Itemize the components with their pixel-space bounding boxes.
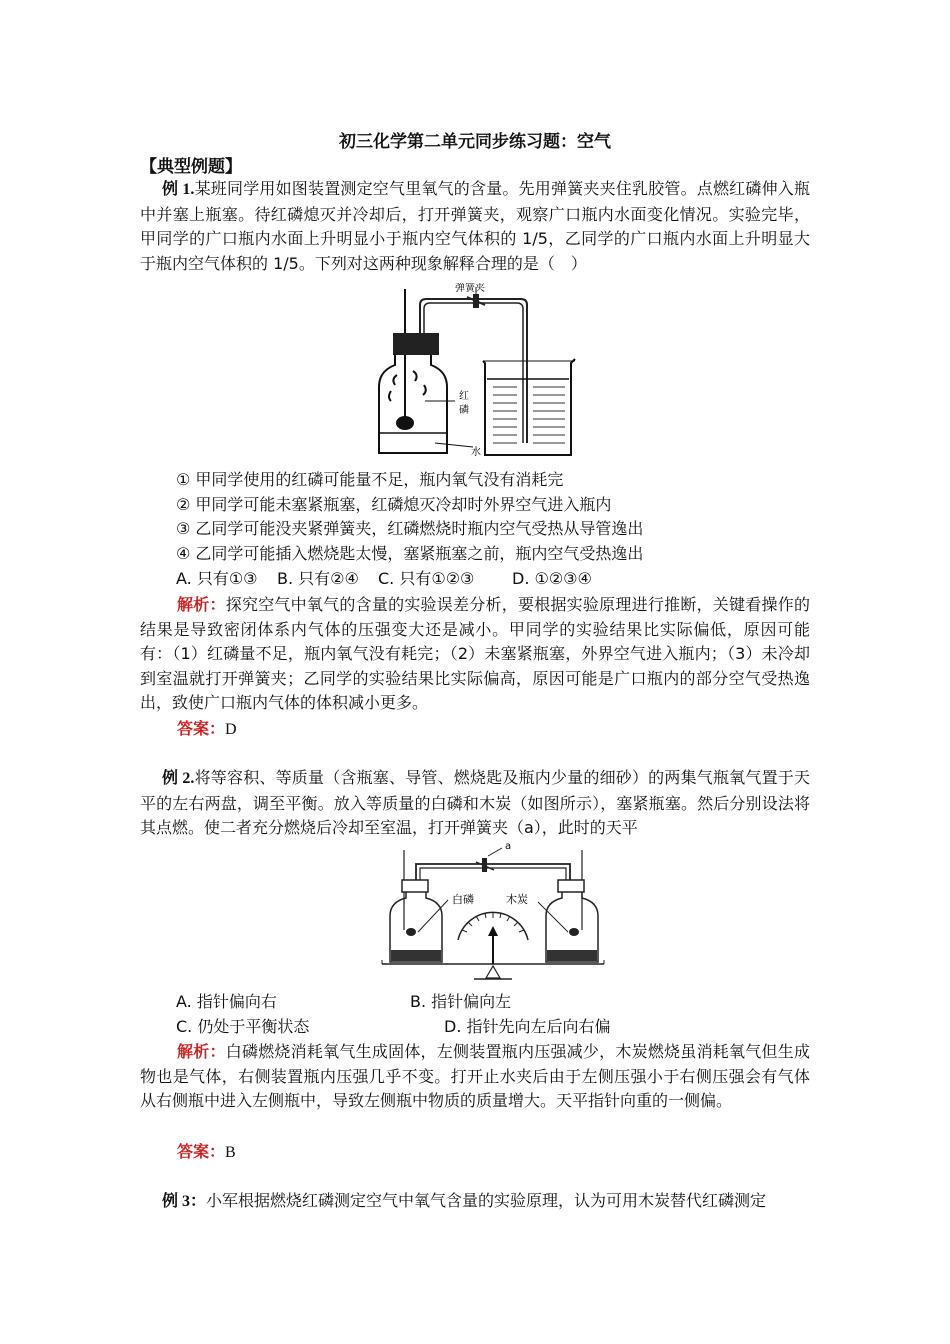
phosphorus-label-1: 红 (459, 391, 469, 402)
ex1-answer-value: D (225, 721, 237, 738)
ex2-analysis-text: 白磷燃烧消耗氧气生成固体，左侧装置瓶内压强减少，木炭燃烧虽消耗氧气但生成物也是气体，右侧装置瓶内压强几乎不变。打开止水夹后由于左侧压强小于右侧压强会有气体从右侧瓶中进入左侧瓶中，导致左侧瓶中物质的质量增大。天平指针向重的一侧偏。 (140, 1042, 810, 1111)
clamp-a-label: a (505, 841, 512, 852)
ex2-analysis-label: 解析： (177, 1042, 226, 1061)
ex1-analysis-label: 解析： (177, 595, 226, 614)
white-phosphorus-label: 白磷 (452, 893, 474, 906)
ex1-option-d: D. ①②③④ (512, 569, 592, 588)
ex2-analysis (140, 1040, 810, 1114)
ex1-option-a: A. 只有①③ (176, 569, 258, 588)
ex2-option-a: A. 指针偏向右 (176, 992, 277, 1011)
ex2-answer-value: B (225, 1144, 236, 1161)
phosphorus-label-2: 磷 (459, 405, 469, 416)
ex1-answer-label: 答案： (177, 719, 226, 738)
ex2-option-d: D. 指针先向左后向右偏 (444, 1017, 611, 1036)
ex2-answer (177, 1140, 236, 1165)
example-3-question (140, 1189, 810, 1215)
example-1-apparatus-figure (375, 283, 585, 463)
example-1-text: 某班同学用如图装置测定空气里氧气的含量。先用弹簧夹夹住乳胶管。点燃红磷伸入瓶中并塞上瓶塞。待红磷熄灭并冷却后，打开弹簧夹，观察广口瓶内水面变化情况。实验完毕，甲同学的广口瓶内水面上升明显小于瓶内空气体积的 1/5，乙同学的广口瓶内水面上升明显大于瓶内空气体积的 1/5。下列对这两种现象解释合理的是（ ） (140, 179, 810, 273)
water-label: 水 (471, 447, 481, 458)
page-title: 初三化学第二单元同步练习题：空气 (339, 132, 611, 152)
ex1-answer (177, 717, 237, 742)
clamp-label: 弹簧夹 (455, 283, 485, 294)
ex1-analysis (140, 593, 810, 716)
ex1-item-2: ② 甲同学可能未塞紧瓶塞，红磷熄灭冷却时外界空气进入瓶内 (176, 495, 612, 514)
example-2-question (140, 766, 810, 841)
example-1-question (140, 177, 810, 276)
section-heading: 【典型例题】 (140, 157, 242, 177)
example-2-balance-figure (378, 840, 608, 990)
example-2-label: 例 2. (162, 770, 195, 787)
example-3-label: 例 3： (162, 1193, 207, 1210)
ex2-option-b: B. 指针偏向左 (410, 992, 512, 1011)
ex2-option-c: C. 仍处于平衡状态 (176, 1017, 310, 1036)
ex1-option-c: C. 只有①②③ (378, 569, 475, 588)
ex1-analysis-text: 探究空气中氧气的含量的实验误差分析，要根据实验原理进行推断，关键看操作的结果是导致密闭体系内气体的压强变大还是减小。甲同学的实验结果比实际偏低，原因可能有：（1）红磷量不足，瓶内氧气没有耗完；（2）未塞紧瓶塞，外界空气进入瓶内；（3）未冷却到室温就打开弹簧夹；乙同学的实验结果比实际偏高，原因可能是广口瓶内的部分空气受热逸出，致使广口瓶内气体的体积减小更多。 (140, 595, 810, 713)
example-3-text: 小军根据燃烧红磷测定空气中氧气含量的实验原理，认为可用木炭替代红磷测定 (206, 1191, 767, 1210)
ex1-item-1: ① 甲同学使用的红磷可能量不足，瓶内氧气没有消耗完 (176, 470, 564, 489)
ex1-item-4: ④ 乙同学可能插入燃烧匙太慢，塞紧瓶塞之前，瓶内空气受热逸出 (176, 544, 644, 563)
charcoal-label: 木炭 (506, 893, 528, 906)
example-1-label: 例 1. (162, 181, 195, 198)
ex1-option-b: B. 只有②④ (277, 569, 359, 588)
ex1-item-3: ③ 乙同学可能没夹紧弹簧夹，红磷燃烧时瓶内空气受热从导管逸出 (176, 519, 644, 538)
example-2-text: 将等容积、等质量（含瓶塞、导管、燃烧匙及瓶内少量的细砂）的两集气瓶氧气置于天平的左右两盘，调至平衡。放入等质量的白磷和木炭（如图所示），塞紧瓶塞。然后分别设法将其点燃。使二者充分燃烧后冷却至室温，打开弹簧夹（a），此时的天平 (140, 768, 810, 838)
ex2-answer-label: 答案： (177, 1142, 226, 1161)
